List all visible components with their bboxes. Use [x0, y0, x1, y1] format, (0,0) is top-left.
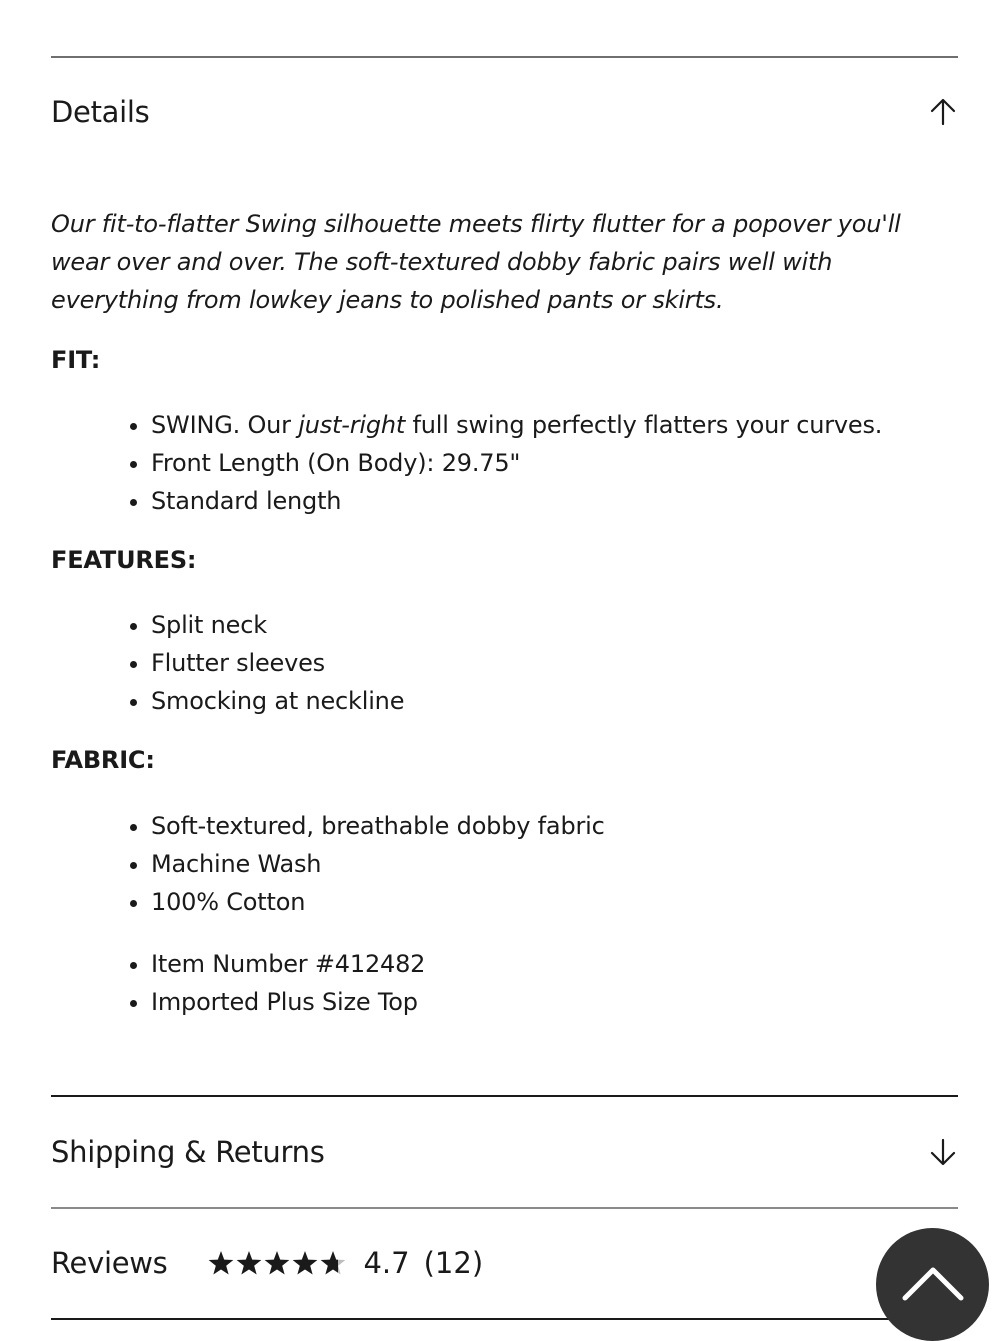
- star-rating-graphic: [207, 1249, 347, 1277]
- chevron-up-icon: [900, 1263, 966, 1307]
- list-item: • Smocking at neckline: [151, 682, 404, 720]
- list-item-text: SWING. Our: [151, 411, 299, 439]
- list-item: • Machine Wash: [151, 845, 605, 883]
- star-rating: [207, 1249, 347, 1277]
- star-icon: [237, 1251, 262, 1275]
- fit-list: [113, 406, 882, 520]
- list-item: • Soft-textured, breathable dobby fabric: [151, 807, 605, 845]
- star-icon: [209, 1251, 234, 1275]
- scroll-to-top-button[interactable]: [876, 1228, 989, 1341]
- list-item-text: full swing perfectly flatters your curves.: [405, 411, 883, 439]
- reviews-accordion-header[interactable]: [51, 1233, 958, 1293]
- list-item: • Item Number #412482: [151, 945, 425, 983]
- list-item: • Split neck: [151, 606, 404, 644]
- shipping-returns-accordion-header[interactable]: [51, 1122, 958, 1182]
- rating-value: 4.7: [363, 1246, 410, 1280]
- divider-top: [51, 56, 958, 58]
- list-item: • Imported Plus Size Top: [151, 983, 425, 1021]
- shipping-returns-title: Shipping & Returns: [51, 1135, 325, 1169]
- item-info-list: [113, 945, 425, 1021]
- divider: [51, 1318, 958, 1320]
- list-item: [151, 406, 882, 444]
- product-description: Our fit-to-flatter Swing silhouette meets flirty flutter for a popover you'll wear over and over. The soft-textured dobby fabric pairs well with everything from lowkey jeans to polished pants or skirts.: [51, 210, 901, 314]
- fit-heading: FIT:: [51, 346, 101, 374]
- features-heading: FEATURES:: [51, 546, 197, 574]
- divider: [51, 1095, 958, 1097]
- list-item: • Flutter sleeves: [151, 644, 404, 682]
- reviews-title: Reviews: [51, 1246, 168, 1280]
- arrow-down-icon[interactable]: [928, 1137, 958, 1167]
- list-item: • Front Length (On Body): 29.75": [151, 444, 882, 482]
- star-icon: [265, 1251, 290, 1275]
- fabric-heading: FABRIC:: [51, 746, 155, 774]
- features-list: [113, 606, 404, 720]
- list-item-emphasis: just-right: [298, 411, 406, 439]
- divider: [51, 1207, 958, 1209]
- review-count: (12): [423, 1246, 484, 1280]
- details-title: Details: [51, 95, 150, 129]
- details-accordion-header[interactable]: [51, 82, 958, 142]
- arrow-up-icon[interactable]: [928, 97, 958, 127]
- list-item: • Standard length: [151, 482, 882, 520]
- star-icon: [293, 1251, 318, 1275]
- star-icon: [321, 1251, 346, 1275]
- fabric-list: [113, 807, 605, 921]
- list-item: • 100% Cotton: [151, 883, 605, 921]
